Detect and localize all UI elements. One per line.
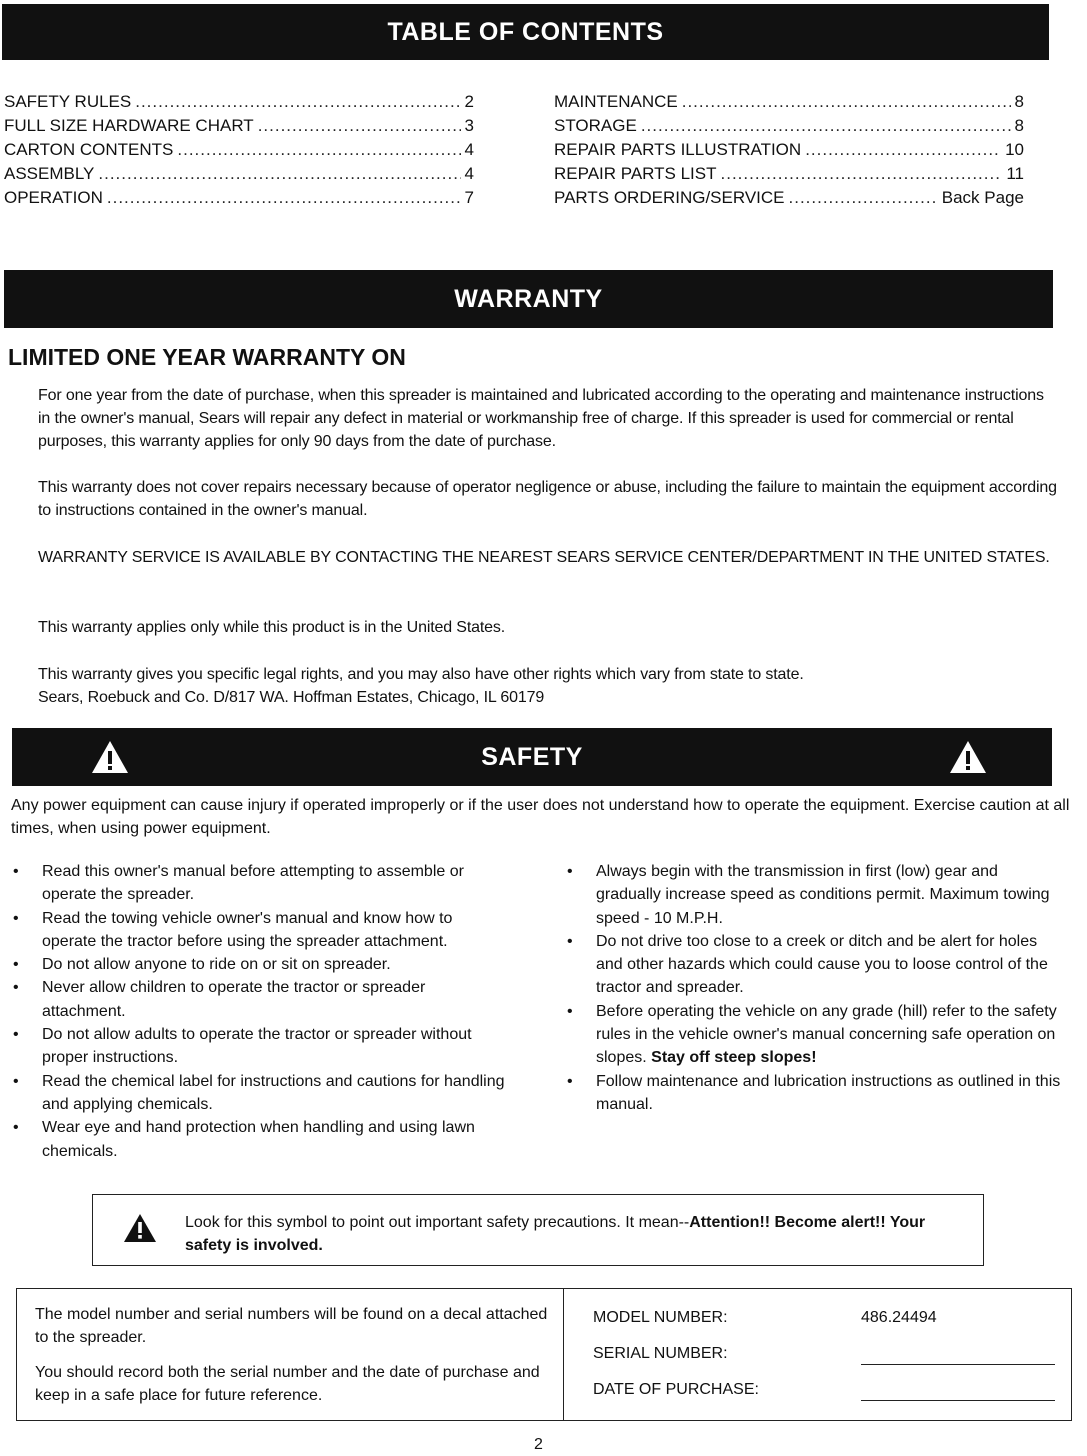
warning-triangle-icon: [90, 739, 130, 775]
date-of-purchase-blank: [861, 1400, 1055, 1401]
warranty-title-bar: [4, 270, 1053, 328]
date-of-purchase-label: DATE OF PURCHASE:: [593, 1381, 759, 1398]
warranty-address: Sears, Roebuck and Co. D/817 WA. Hoffman Estates, Chicago, IL 60179: [38, 689, 545, 706]
list-item: • Read this owner's manual before attempting to assemble or operate the spreader.: [13, 863, 464, 904]
serial-number-blank: [861, 1364, 1055, 1365]
model-number-row: [593, 1309, 1063, 1345]
safety-symbol-notice: [92, 1194, 984, 1266]
toc-entry: OPERATION ..... 7: [4, 186, 474, 210]
list-item: • Wear eye and hand protection when handling and using lawn chemicals.: [13, 1119, 475, 1160]
list-item: • Before operating the vehicle on any grade (hill) refer to the safety rules in the vehicle owner's manual concerning safe operation on slopes. Stay off steep slopes!: [567, 1002, 1057, 1067]
toc-title-bar: [2, 4, 1049, 60]
safety-right-list: [564, 860, 1064, 1116]
warranty-title: WARRANTY: [454, 284, 603, 313]
toc-entry: SAFETY RULES ..... 2: [4, 90, 474, 114]
list-item: • Do not allow adults to operate the tractor or spreader without proper instructions.: [13, 1026, 472, 1067]
model-serial-instructions: The model number and serial numbers will be found on a decal attached to the spreader. You should record both the serial number and the date of purchase and keep in a safe place for future reference.: [35, 1306, 548, 1404]
list-item: • Never allow children to operate the tractor or spreader attachment.: [13, 979, 426, 1020]
safety-intro: Any power equipment can cause injury if operated improperly or if the user does not understand how to operate the equipment. Exercise caution at all times, when using power equipment.: [11, 797, 1070, 837]
warning-triangle-icon: [948, 739, 988, 775]
warranty-paragraph: This warranty gives you specific legal rights, and you may also have other rights which vary from state to state.: [38, 666, 804, 683]
toc-entry: MAINTENANCE ..... 8: [554, 90, 1024, 114]
toc-entry: ASSEMBLY ..... 4: [4, 162, 474, 186]
safety-title: SAFETY: [481, 742, 583, 771]
toc-entry: CARTON CONTENTS ..... 4: [4, 138, 474, 162]
model-serial-box: [16, 1288, 1072, 1421]
serial-number-label: SERIAL NUMBER:: [593, 1345, 728, 1362]
safety-title-bar: [12, 728, 1052, 786]
slopes-warning: Stay off steep slopes!: [651, 1049, 817, 1067]
notice-text: Look for this symbol to point out important safety precautions. It mean--Attention!! Become alert!! Your safety is involved.: [185, 1214, 926, 1254]
list-item: • Do not allow anyone to ride on or sit on spreader.: [13, 956, 391, 974]
toc-entry: PARTS ORDERING/SERVICE ..... Back Page: [554, 186, 1024, 210]
model-number-value: 486.24494: [861, 1309, 937, 1326]
serial-number-row: [593, 1345, 1063, 1381]
list-item: • Always begin with the transmission in first (low) gear and gradually increase speed as conditions permit. Maximum towing speed - 10 M.P.H.: [567, 863, 1050, 927]
warranty-paragraph: For one year from the date of purchase, when this spreader is maintained and lubricated according to the operating and maintenance instructions in the owner's manual, Sears will repair any defect in material or workmanship free of charge. If this spreader is used for commercial or rental purposes, this warranty applies for only 90 days from the date of purchase.: [38, 387, 1044, 450]
toc-entry: REPAIR PARTS LIST ..... 11: [554, 162, 1024, 186]
warning-triangle-icon: [123, 1213, 157, 1243]
toc-entry: STORAGE ..... 8: [554, 114, 1024, 138]
list-item: • Do not drive too close to a creek or ditch and be alert for holes and other hazards which could cause you to loose control of the tractor and spreader.: [567, 932, 1048, 997]
list-item: • Follow maintenance and lubrication instructions as outlined in this manual.: [567, 1072, 1061, 1113]
toc-right-column: [554, 90, 1024, 210]
list-item: • Read the towing vehicle owner's manual and know how to operate the tractor before using the spreader attachment.: [13, 909, 453, 950]
page-number: 2: [534, 1436, 543, 1453]
warranty-paragraph: WARRANTY SERVICE IS AVAILABLE BY CONTACTING THE NEAREST SEARS SERVICE CENTER/DEPARTMENT IN THE UNITED STATES.: [38, 549, 1050, 566]
toc-left-column: [4, 90, 474, 210]
model-number-label: MODEL NUMBER:: [593, 1309, 728, 1326]
warranty-paragraph: This warranty applies only while this product is in the United States.: [38, 619, 506, 636]
list-item: • Read the chemical label for instructions and cautions for handling and applying chemicals.: [13, 1072, 505, 1113]
safety-left-list: [10, 860, 510, 1163]
warranty-heading: LIMITED ONE YEAR WARRANTY ON: [8, 344, 406, 370]
warranty-paragraph: This warranty does not cover repairs necessary because of operator negligence or abuse, including the failure to maintain the equipment according to instructions contained in the owner's manual.: [38, 479, 1057, 519]
date-of-purchase-row: [593, 1381, 1063, 1417]
toc-entry: FULL SIZE HARDWARE CHART ..... 3: [4, 114, 474, 138]
model-serial-fields: [593, 1309, 1063, 1417]
toc-entry: REPAIR PARTS ILLUSTRATION ..... 10: [554, 138, 1024, 162]
toc-title: TABLE OF CONTENTS: [387, 17, 664, 46]
